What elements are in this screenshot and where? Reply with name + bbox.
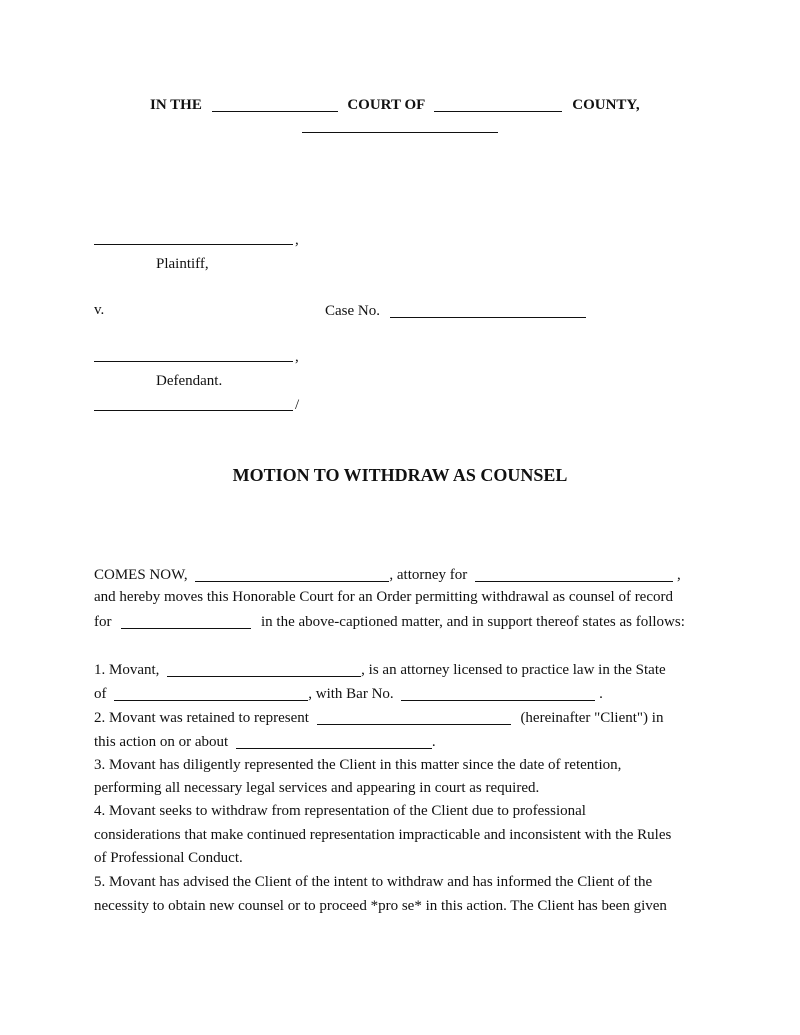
state-of-license-blank [114, 685, 308, 701]
defendant-name-blank [94, 361, 293, 362]
court-header [150, 96, 640, 114]
header-in-the: IN THE [150, 97, 202, 113]
defendant-comma: , [295, 349, 299, 365]
case-no-blank [390, 302, 586, 318]
para-3-line-2: performing all necessary legal services and appearing in court as required. [94, 780, 540, 796]
para-2-hereinafter: (hereinafter "Client") in [520, 710, 664, 726]
state-blank [302, 132, 498, 133]
para-1-line-1 [94, 661, 666, 679]
para-4-line-2: considerations that make continued representation impracticable and inconsistent with the Rules [94, 827, 672, 843]
plaintiff-label: Plaintiff, [156, 256, 209, 272]
header-court-of: COURT OF [347, 97, 425, 113]
body-line-3 [94, 613, 685, 631]
para-3-line-1: 3. Movant has diligently represented the Client in this matter since the date of retention, [94, 757, 622, 773]
para-1-of: of [94, 686, 107, 702]
header-county: COUNTY, [572, 97, 640, 113]
client-name-blank [475, 566, 673, 582]
para-1-bar-no: , with Bar No. [308, 686, 394, 702]
defendant-label: Defendant. [156, 373, 223, 389]
document-title: MOTION TO WITHDRAW AS COUNSEL [232, 465, 568, 485]
for-text: for [94, 614, 112, 630]
para-1-line-2 [94, 685, 603, 703]
comma-text: , [677, 567, 681, 583]
para-1-movant: 1. Movant, [94, 662, 160, 678]
caption-slash: / [295, 397, 300, 413]
para-2-on-or-about: this action on or about [94, 734, 229, 750]
versus-label: v. [94, 302, 105, 318]
para-4-line-1: 4. Movant seeks to withdraw from representation of the Client due to professional [94, 803, 586, 819]
comes-now-text: COMES NOW, [94, 567, 188, 583]
para-5-line-1: 5. Movant has advised the Client of the intent to withdraw and has informed the Client of the [94, 874, 653, 890]
para-2-period: . [431, 734, 436, 750]
case-number [325, 302, 586, 320]
para-1-licensed: , is an attorney licensed to practice law in the State [361, 662, 666, 678]
body-line-1 [94, 566, 681, 584]
caption-close-line [94, 410, 293, 411]
movant-name-blank [167, 661, 361, 677]
bar-number-blank [401, 685, 595, 701]
para-2-retained: 2. Movant was retained to represent [94, 710, 309, 726]
county-name-blank [434, 96, 562, 112]
case-no-label: Case No. [325, 303, 380, 319]
para-2-line-2 [94, 733, 436, 751]
plaintiff-comma: , [295, 232, 299, 248]
party-blank [121, 613, 251, 629]
attorney-name-blank [195, 566, 389, 582]
court-name-blank [212, 96, 338, 112]
para-1-period: . [599, 686, 603, 702]
para-2-line-1 [94, 709, 663, 727]
para-4-line-3: of Professional Conduct. [94, 850, 243, 866]
attorney-for-text: , attorney for [389, 567, 468, 583]
body-line-2: and hereby moves this Honorable Court for an Order permitting withdrawal as counsel of record [94, 589, 673, 605]
represented-client-blank [317, 709, 511, 725]
captioned-matter-text: in the above-captioned matter, and in support thereof states as follows: [261, 614, 685, 630]
para-5-line-2: necessity to obtain new counsel or to proceed *pro se* in this action. The Client has been given [94, 898, 667, 914]
plaintiff-name-blank [94, 244, 293, 245]
retention-date-blank [236, 733, 432, 749]
